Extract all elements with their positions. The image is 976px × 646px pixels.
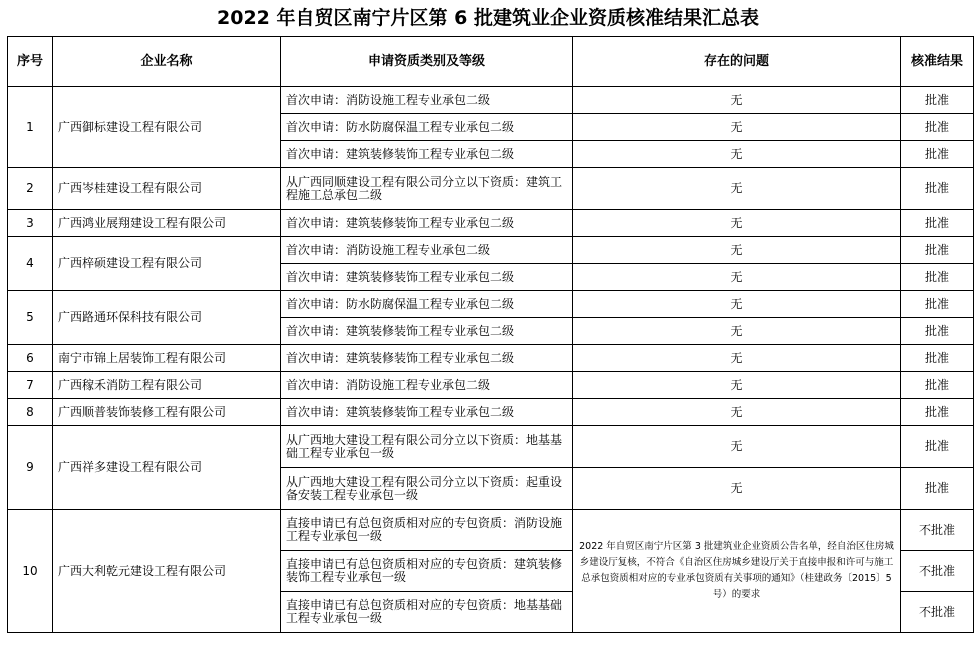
col-header-qualification: 申请资质类别及等级 <box>281 37 573 87</box>
table-row <box>8 291 974 318</box>
issue-cell: 无 <box>573 468 901 510</box>
qualification-cell: 直接申请已有总包资质相对应的专包资质：地基基础工程专业承包一级 <box>281 592 573 633</box>
table-row <box>8 87 974 114</box>
table-row <box>8 510 974 551</box>
company-name: 广西大利乾元建设工程有限公司 <box>53 510 281 633</box>
row-no: 8 <box>8 399 53 426</box>
col-header-no: 序号 <box>8 37 53 87</box>
results-table <box>7 36 974 633</box>
qualification-cell: 从广西地大建设工程有限公司分立以下资质：起重设备安装工程专业承包一级 <box>281 468 573 510</box>
result-cell: 批准 <box>901 114 974 141</box>
company-name: 广西鸿业展翔建设工程有限公司 <box>53 210 281 237</box>
row-no: 2 <box>8 168 53 210</box>
result-cell: 批准 <box>901 291 974 318</box>
col-header-company: 企业名称 <box>53 37 281 87</box>
issue-cell: 无 <box>573 237 901 264</box>
qualification-cell: 首次申请：消防设施工程专业承包二级 <box>281 87 573 114</box>
qualification-cell: 首次申请：防水防腐保温工程专业承包二级 <box>281 291 573 318</box>
qualification-cell: 首次申请：建筑装修装饰工程专业承包二级 <box>281 345 573 372</box>
row-no: 9 <box>8 426 53 510</box>
issue-cell: 无 <box>573 291 901 318</box>
page-title: 2022 年自贸区南宁片区第 6 批建筑业企业资质核准结果汇总表 <box>217 7 759 29</box>
row-no: 3 <box>8 210 53 237</box>
issue-cell: 无 <box>573 210 901 237</box>
issue-cell: 无 <box>573 141 901 168</box>
company-name: 广西岑桂建设工程有限公司 <box>53 168 281 210</box>
table-row <box>8 237 974 264</box>
row-no: 7 <box>8 372 53 399</box>
qualification-cell: 首次申请：消防设施工程专业承包二级 <box>281 237 573 264</box>
issue-cell: 无 <box>573 87 901 114</box>
issue-cell: 无 <box>573 264 901 291</box>
issue-cell: 无 <box>573 399 901 426</box>
result-cell: 批准 <box>901 426 974 468</box>
row-no: 6 <box>8 345 53 372</box>
qualification-cell: 首次申请：消防设施工程专业承包二级 <box>281 372 573 399</box>
table-row <box>8 168 974 210</box>
table-row <box>8 399 974 426</box>
result-cell: 批准 <box>901 345 974 372</box>
company-name: 广西路通环保科技有限公司 <box>53 291 281 345</box>
qualification-cell: 首次申请：建筑装修装饰工程专业承包二级 <box>281 141 573 168</box>
company-name: 南宁市锦上居装饰工程有限公司 <box>53 345 281 372</box>
col-header-result: 核准结果 <box>901 37 974 87</box>
result-cell: 批准 <box>901 264 974 291</box>
result-cell: 不批准 <box>901 592 974 633</box>
row-no: 1 <box>8 87 53 168</box>
qualification-cell: 从广西地大建设工程有限公司分立以下资质：地基基础工程专业承包一级 <box>281 426 573 468</box>
qualification-cell: 直接申请已有总包资质相对应的专包资质：建筑装修装饰工程专业承包一级 <box>281 551 573 592</box>
qualification-cell: 首次申请：建筑装修装饰工程专业承包二级 <box>281 399 573 426</box>
company-name: 广西梓硕建设工程有限公司 <box>53 237 281 291</box>
result-cell: 不批准 <box>901 551 974 592</box>
header-row <box>8 37 974 87</box>
qualification-cell: 首次申请：建筑装修装饰工程专业承包二级 <box>281 264 573 291</box>
issue-cell-merged: 2022 年自贸区南宁片区第 3 批建筑业企业资质公告名单，经自治区住房城乡建设厅复核，不符合《自治区住房城乡建设厅关于直接申报和许可与施工总承包资质相对应的专业承包资质有关事项的通知》（桂建政务〔2015〕5 号）的要求 <box>573 510 901 633</box>
issue-cell: 无 <box>573 168 901 210</box>
issue-cell: 无 <box>573 426 901 468</box>
issue-cell: 无 <box>573 114 901 141</box>
result-cell: 批准 <box>901 168 974 210</box>
company-name: 广西顺普装饰装修工程有限公司 <box>53 399 281 426</box>
table-row <box>8 426 974 468</box>
company-name: 广西御标建设工程有限公司 <box>53 87 281 168</box>
table-row <box>8 372 974 399</box>
result-cell: 批准 <box>901 372 974 399</box>
result-cell: 批准 <box>901 399 974 426</box>
qualification-cell: 首次申请：建筑装修装饰工程专业承包二级 <box>281 318 573 345</box>
result-cell: 批准 <box>901 318 974 345</box>
row-no: 5 <box>8 291 53 345</box>
result-cell: 批准 <box>901 87 974 114</box>
col-header-issue: 存在的问题 <box>573 37 901 87</box>
issue-cell: 无 <box>573 318 901 345</box>
table-row <box>8 210 974 237</box>
company-name: 广西稼禾消防工程有限公司 <box>53 372 281 399</box>
result-cell: 不批准 <box>901 510 974 551</box>
company-name: 广西祥多建设工程有限公司 <box>53 426 281 510</box>
result-cell: 批准 <box>901 210 974 237</box>
row-no: 10 <box>8 510 53 633</box>
qualification-cell: 从广西同顺建设工程有限公司分立以下资质：建筑工程施工总承包二级 <box>281 168 573 210</box>
row-no: 4 <box>8 237 53 291</box>
issue-cell: 无 <box>573 345 901 372</box>
table-row <box>8 345 974 372</box>
result-cell: 批准 <box>901 468 974 510</box>
issue-cell: 无 <box>573 372 901 399</box>
result-cell: 批准 <box>901 141 974 168</box>
qualification-cell: 首次申请：建筑装修装饰工程专业承包二级 <box>281 210 573 237</box>
qualification-cell: 首次申请：防水防腐保温工程专业承包二级 <box>281 114 573 141</box>
result-cell: 批准 <box>901 237 974 264</box>
qualification-cell: 直接申请已有总包资质相对应的专包资质：消防设施工程专业承包一级 <box>281 510 573 551</box>
